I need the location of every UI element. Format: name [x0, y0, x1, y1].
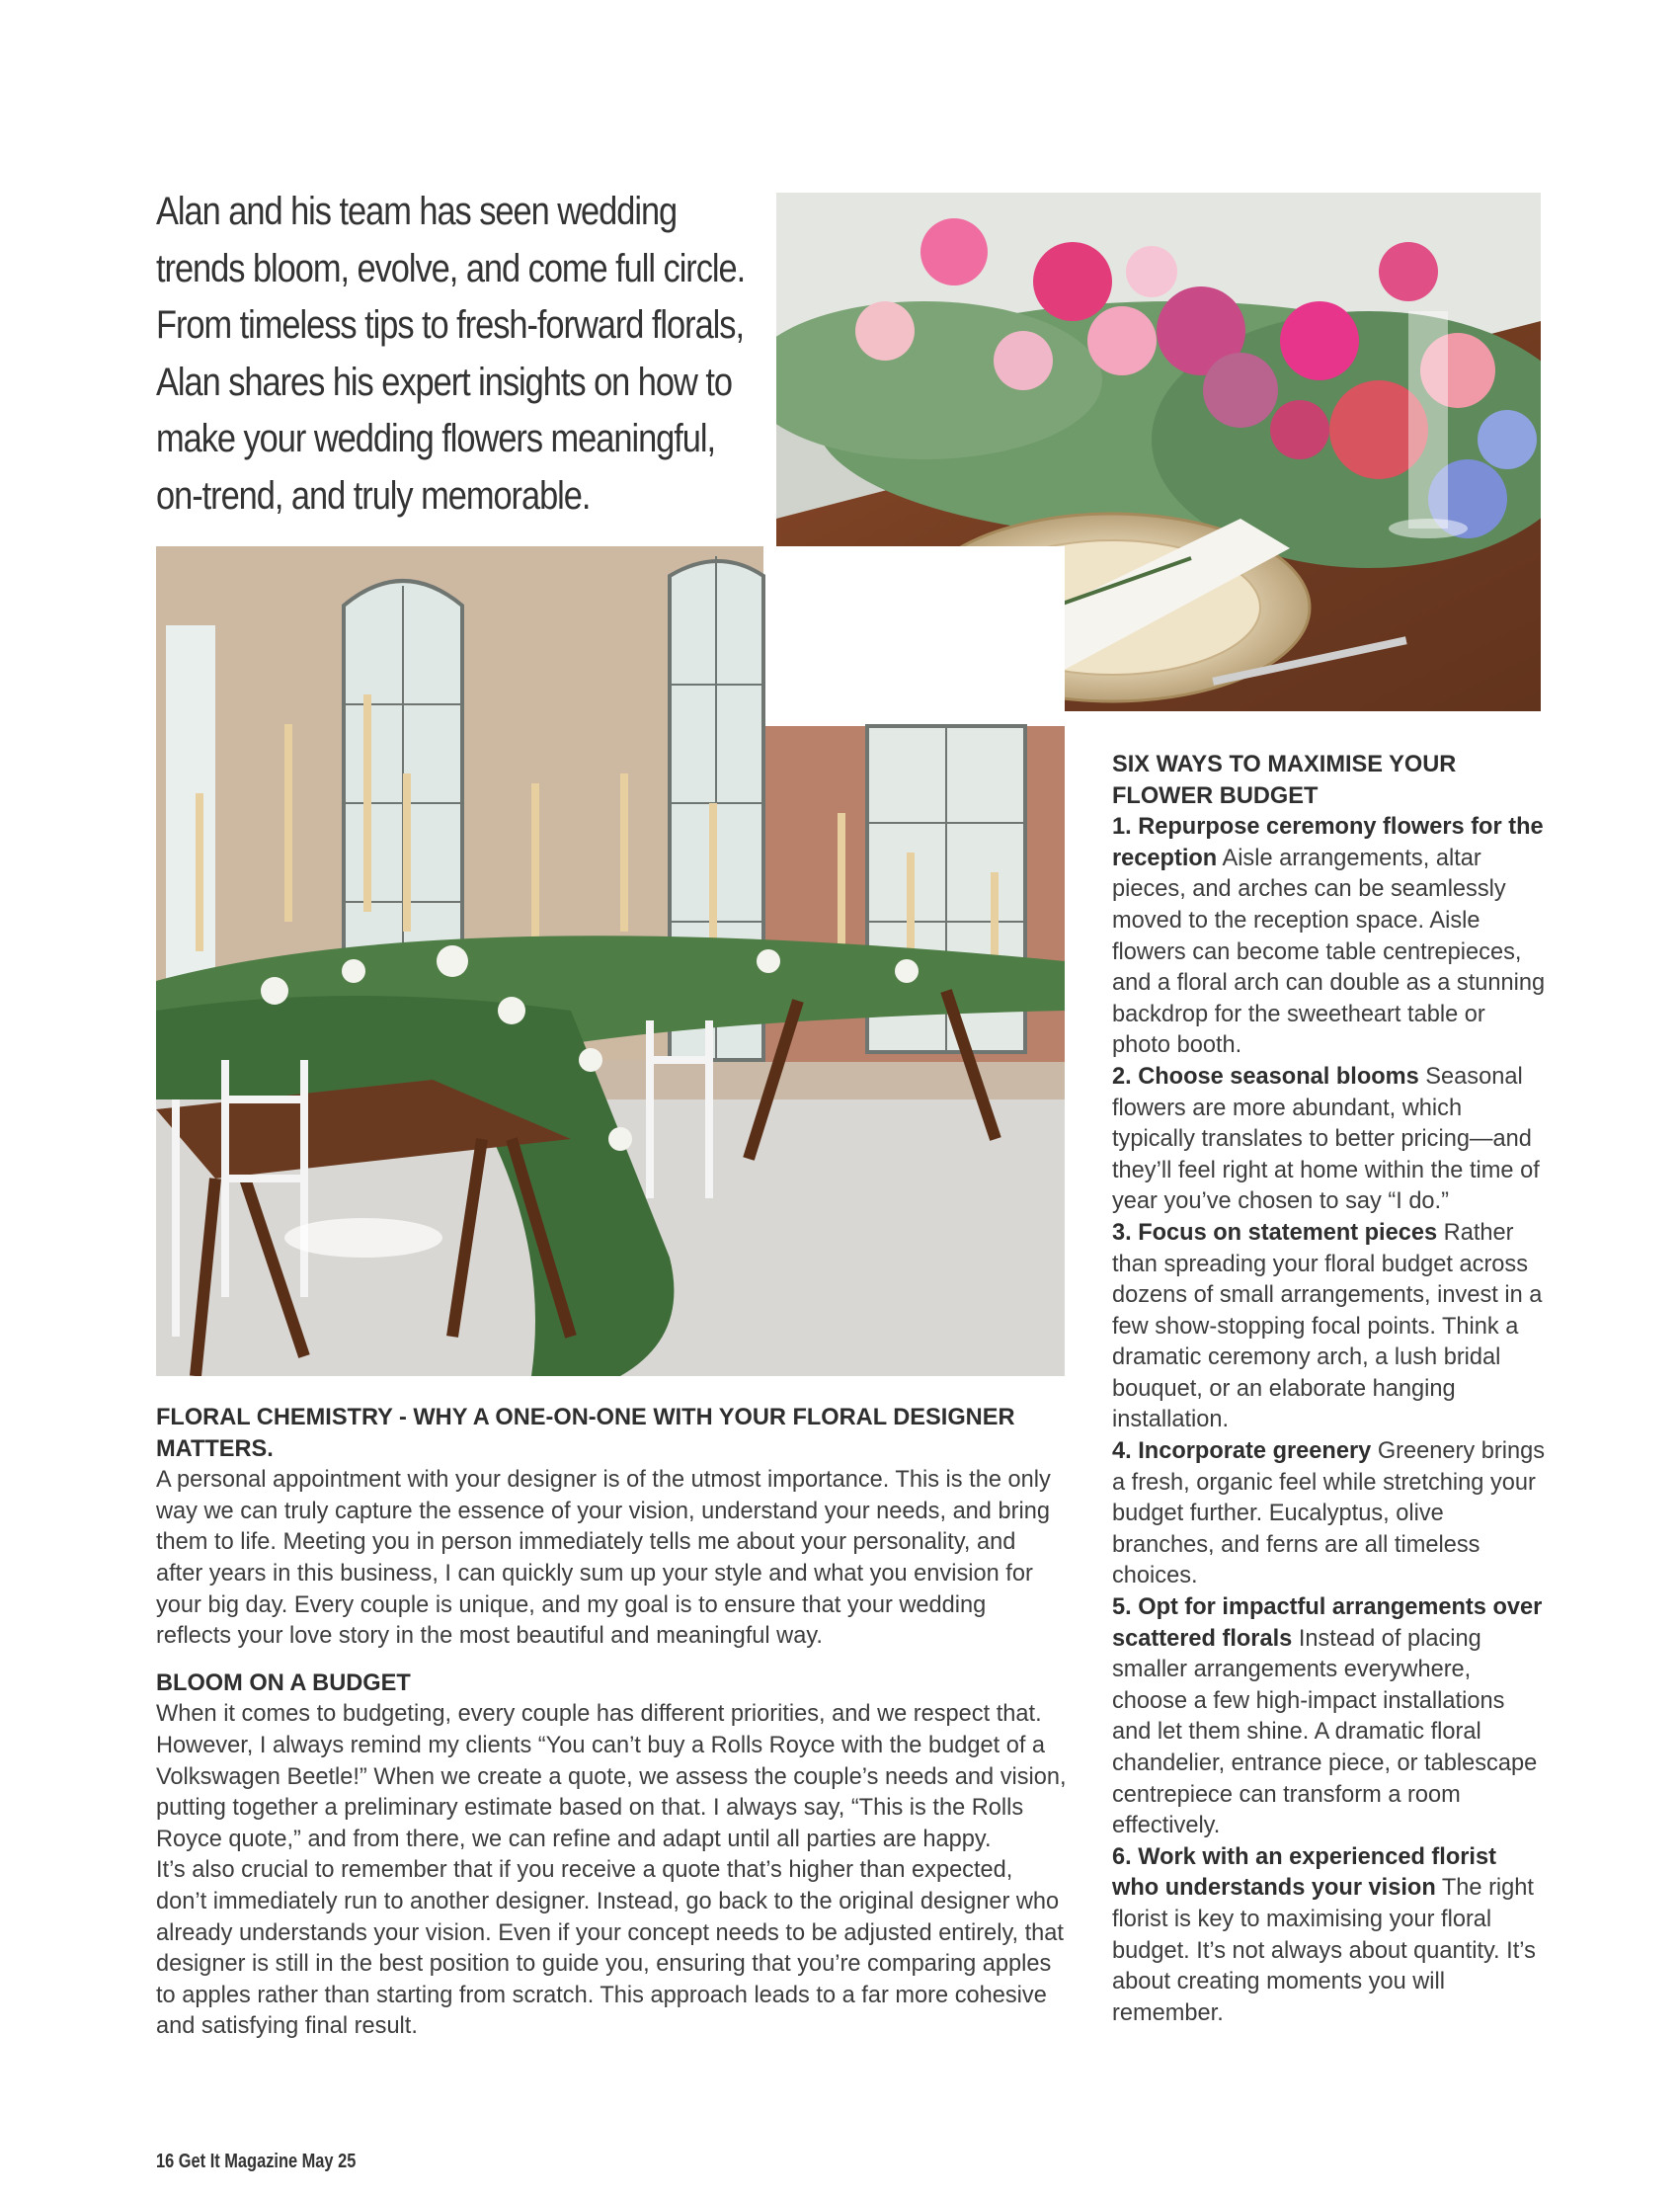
tip-5 [1112, 1592, 1547, 1842]
paragraph-higher-quote: It’s also crucial to remember that if you receive a quote that’s higher than expected, don’t immediately run to another designer. Instead, go back to the original designer who already understands your vision. Even if your concept needs to be adjusted entirely, that designer is still in the best position to guide you, ensuring that you’re comparing apples to apples rather than starting from scratch. This approach leads to a far more cohesive and satisfying final result. [156, 1857, 1064, 2040]
tip-2-text: Seasonal flowers are more abundant, which typically translates to better pricing—and they’ll feel right at home within the time of year you’ve chosen to say “I do.” [1112, 1063, 1540, 1215]
heading-bloom-on-a-budget: BLOOM ON A BUDGET [156, 1669, 411, 1696]
tip-4 [1112, 1436, 1547, 1592]
tip-3 [1112, 1218, 1547, 1436]
tip-4-text: Greenery brings a fresh, organic feel while stretching your budget further. Eucalyptus, olive branches, and ferns are all timeless choices. [1112, 1438, 1545, 1589]
tip-6-text: The right florist is key to maximising your floral budget. It’s not always about quantity. It’s about creating moments you will remember. [1112, 1875, 1536, 2026]
heading-floral-chemistry: FLORAL CHEMISTRY - WHY A ONE-ON-ONE WITH YOUR FLORAL DESIGNER MATTERS. [156, 1405, 1015, 1462]
left-column [156, 1403, 1067, 2043]
intro-text: Alan and his team has seen wedding trends bloom, evolve, and come full circle. From timeless tips to fresh-forward florals, Alan shares his expert insights on how to make your wedding flowers meaningful, on-trend, and truly memorable. [156, 190, 746, 518]
paragraph-personal-appointment: A personal appointment with your designer is of the utmost importance. This is the only way we can truly capture the essence of your vision, understand your needs, and bring them to life. Meeting you in person immediately tells me about your personality, and after years in this business, I can quickly sum up your style and what you envision for your big day. Every couple is unique, and my goal is to ensure that your wedding reflects your love story in the most beautiful and meaningful way. [156, 1467, 1051, 1650]
tip-6 [1112, 1842, 1547, 2030]
page-footer: 16 Get It Magazine May 25 [156, 2151, 357, 2172]
tip-5-title: 5. Opt for impactful arrangements over scattered florals [1112, 1594, 1543, 1652]
heading-six-ways: SIX WAYS TO MAXIMISE YOUR FLOWER BUDGET [1112, 752, 1457, 809]
right-column [1112, 750, 1547, 2029]
paragraph-budgeting: When it comes to budgeting, every couple has different priorities, and we respect that. However, I always remind my clients “You can’t buy a Rolls Royce with the budget of a Volkswagen Beetle!” When we create a quote, we assess the couple’s needs and vision, putting together a preliminary estimate based on that. I always say, “This is the Rolls Royce quote,” and from there, we can refine and adapt until all parties are happy. [156, 1701, 1067, 1852]
tip-3-title: 3. Focus on statement pieces [1112, 1219, 1438, 1246]
tip-3-text: Rather than spreading your floral budget across dozens of small arrangements, invest in a few show-stopping focal points. Think a dramatic ceremony arch, a lush bridal bouquet, or an elaborate hanging installation. [1112, 1219, 1543, 1433]
tip-2 [1112, 1062, 1547, 1218]
tip-5-text: Instead of placing smaller arrangements everywhere, choose a few high-impact installations and let them shine. A dramatic floral chandelier, entrance piece, or tablescape centrepiece can transform a room effectively. [1112, 1625, 1538, 1839]
tip-4-title: 4. Incorporate greenery [1112, 1438, 1372, 1465]
tip-1-title: 1. Repurpose ceremony flowers for the reception [1112, 814, 1544, 871]
banquet-table-photo [156, 546, 1065, 1376]
tip-1-text: Aisle arrangements, altar pieces, and arches can be seamlessly moved to the reception space. Aisle flowers can become table centrepieces, and a floral arch can double as a stunning backdrop for the sweetheart table or photo booth. [1112, 845, 1546, 1059]
tip-2-title: 2. Choose seasonal blooms [1112, 1063, 1419, 1090]
tip-1 [1112, 812, 1547, 1062]
tip-6-title: 6. Work with an experienced florist who understands your vision [1112, 1843, 1496, 1902]
